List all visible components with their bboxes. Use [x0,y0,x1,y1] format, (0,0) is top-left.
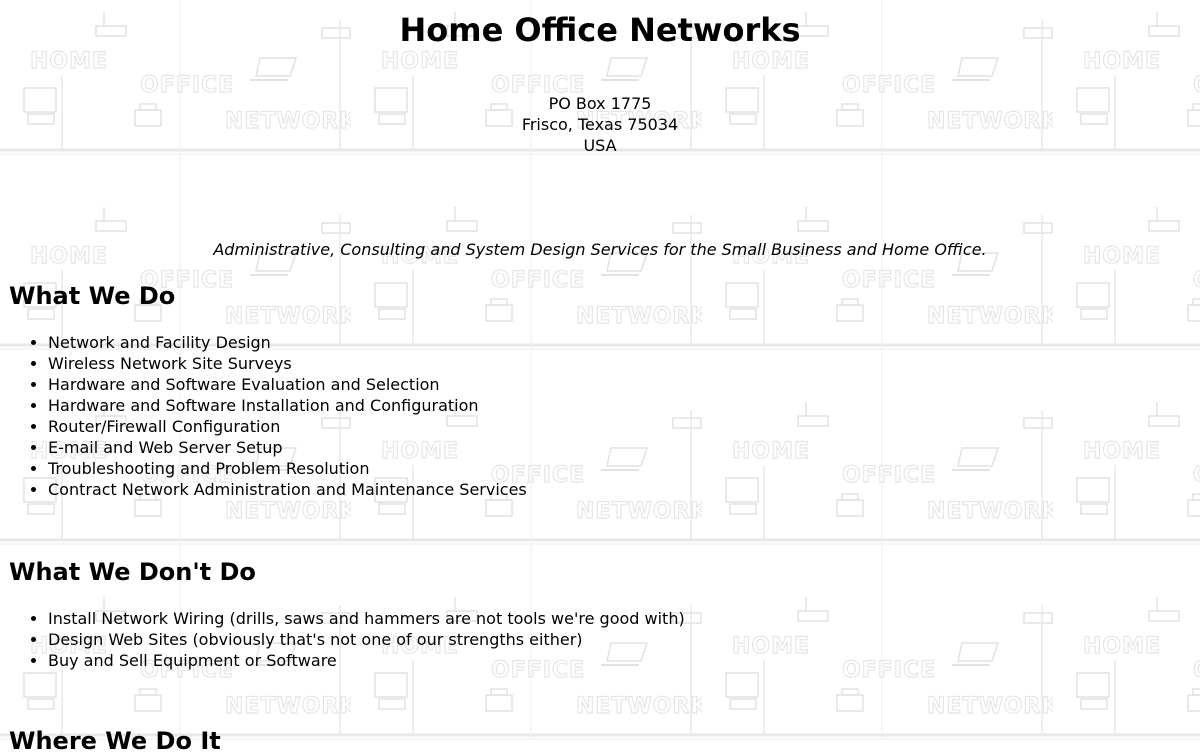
postal-address [0,93,1200,156]
list-item: • Troubleshooting and Problem Resolution [48,458,527,479]
what-we-dont-do-heading: What We Don't Do [9,558,256,586]
list-item: • Router/Firewall Configuration [48,416,527,437]
tagline: Administrative, Consulting and System Design Services for the Small Business and Home Office. [213,240,987,259]
list-item: • Network and Facility Design [48,332,527,353]
what-we-do-heading: What We Do [9,282,176,310]
list-item: • Install Network Wiring (drills, saws and hammers are not tools we're good with) [48,608,685,629]
list-item: • Hardware and Software Evaluation and Selection [48,374,527,395]
address-line-1: PO Box 1775 [548,94,652,113]
list-item: • Design Web Sites (obviously that's not one of our strengths either) [48,629,685,650]
address-line-2: Frisco, Texas 75034 [521,115,679,134]
list-item: • Contract Network Administration and Maintenance Services [48,479,527,500]
list-item: • E-mail and Web Server Setup [48,437,527,458]
exclusions-list [0,608,685,671]
services-list [0,332,527,500]
address-line-3: USA [583,136,617,155]
list-item: • Hardware and Software Installation and Configuration [48,395,527,416]
list-item: • Wireless Network Site Surveys [48,353,527,374]
page-title: Home Office Networks [399,11,801,49]
where-we-do-it-heading: Where We Do It [9,727,221,755]
list-item: • Buy and Sell Equipment or Software [48,650,685,671]
